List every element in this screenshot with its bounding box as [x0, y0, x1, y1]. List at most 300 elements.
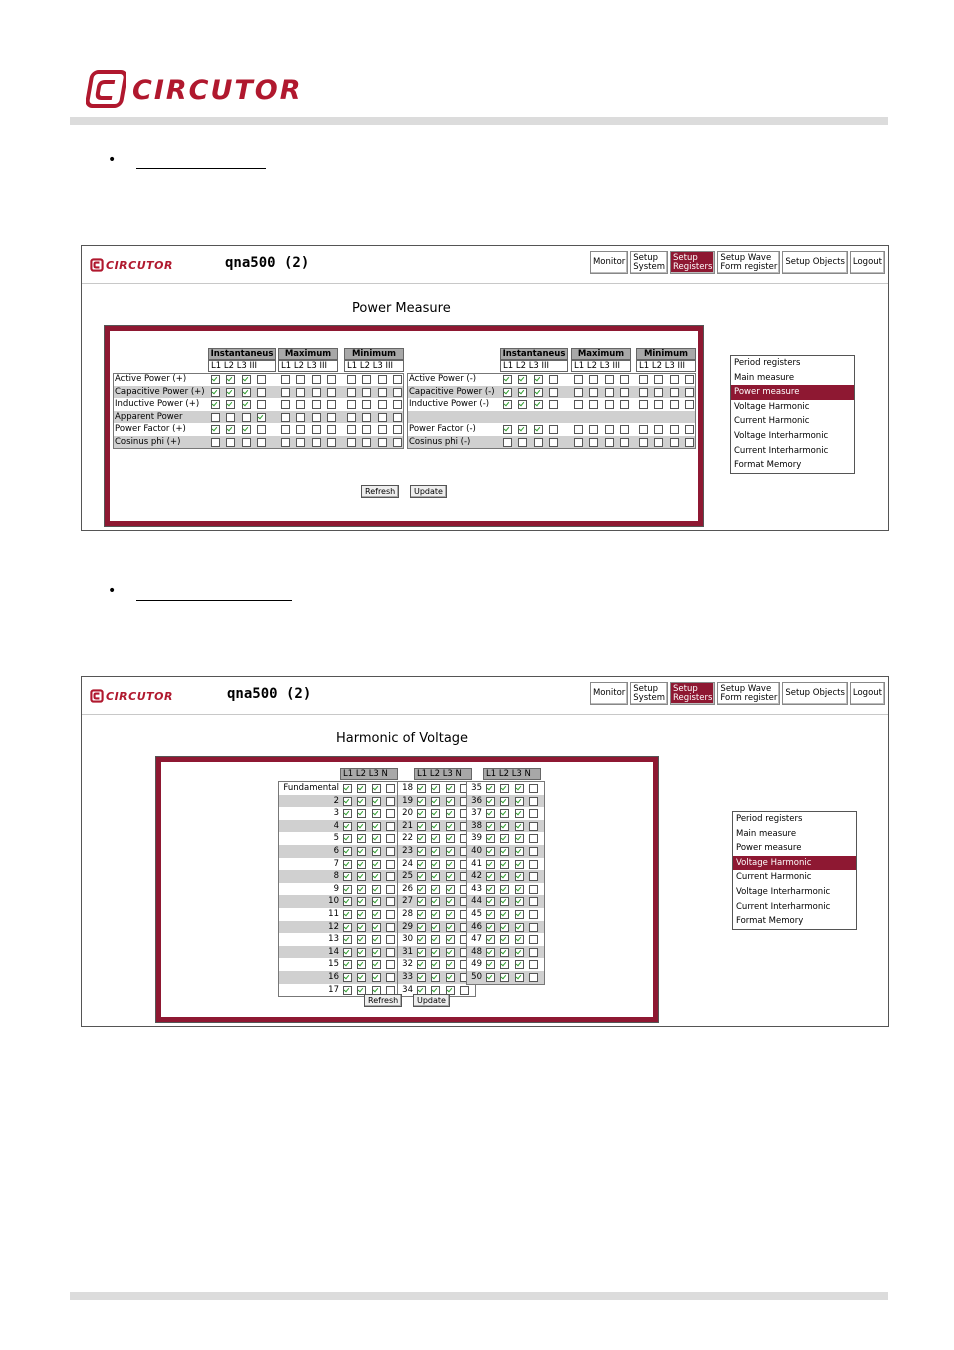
register-checkbox[interactable] [486, 822, 495, 831]
harmonic-order-label: 17 [328, 984, 339, 995]
register-checkbox[interactable] [357, 885, 366, 894]
register-checkbox[interactable] [386, 797, 395, 806]
menu-item[interactable]: Format Memory [736, 916, 804, 927]
register-checkbox[interactable] [417, 809, 426, 818]
harmonic-order-label: 42 [471, 871, 482, 882]
register-checkbox[interactable] [431, 960, 440, 969]
harmonic-row [467, 870, 544, 883]
header-divider [70, 117, 888, 125]
register-checkbox[interactable] [417, 784, 426, 793]
register-checkbox[interactable] [500, 847, 509, 856]
nav-button-1[interactable] [630, 251, 668, 274]
register-checkbox[interactable] [446, 960, 455, 969]
register-checkbox[interactable] [357, 897, 366, 906]
register-checkbox[interactable] [515, 935, 524, 944]
app-logo [90, 258, 173, 272]
register-checkbox[interactable] [486, 872, 495, 881]
register-checkbox[interactable] [431, 860, 440, 869]
register-checkbox[interactable] [500, 809, 509, 818]
register-checkbox[interactable] [500, 973, 509, 982]
nav-label-line2: System [633, 692, 665, 703]
harmonic-row [279, 958, 401, 971]
register-checkbox[interactable] [431, 784, 440, 793]
register-checkbox[interactable] [500, 822, 509, 831]
register-checkbox[interactable] [343, 986, 352, 995]
harmonic-order-label: 32 [402, 959, 413, 970]
register-checkbox[interactable] [357, 872, 366, 881]
register-checkbox[interactable] [486, 935, 495, 944]
harmonic-row [279, 921, 401, 934]
harmonic-order-label: 10 [328, 896, 339, 907]
register-checkbox[interactable] [386, 973, 395, 982]
register-checkbox[interactable] [500, 948, 509, 957]
register-checkbox[interactable] [529, 822, 538, 831]
register-checkbox[interactable] [431, 897, 440, 906]
register-checkbox[interactable] [446, 948, 455, 957]
harmonic-order-label: 28 [402, 909, 413, 919]
harmonic-row [279, 795, 401, 808]
nav-button-0[interactable] [590, 251, 628, 274]
harmonic-row [398, 782, 475, 795]
register-checkbox[interactable] [446, 847, 455, 856]
register-checkbox[interactable] [486, 897, 495, 906]
register-checkbox[interactable] [446, 860, 455, 869]
harmonic-order-label: 44 [471, 896, 482, 907]
register-checkbox[interactable] [529, 809, 538, 818]
register-checkbox[interactable] [446, 784, 455, 793]
register-checkbox[interactable] [343, 847, 352, 856]
harmonic-row [467, 921, 544, 934]
register-checkbox[interactable] [500, 960, 509, 969]
register-checkbox[interactable] [486, 973, 495, 982]
register-checkbox[interactable] [343, 935, 352, 944]
phase-header: L1 L2 L3 N [340, 768, 398, 780]
register-checkbox[interactable] [417, 897, 426, 906]
group-header: Maximum [278, 348, 338, 360]
harmonic-row [398, 845, 475, 858]
register-checkbox[interactable] [357, 797, 366, 806]
register-checkbox[interactable] [357, 973, 366, 982]
brand-name: CIRCUTOR [132, 74, 303, 106]
register-checkbox[interactable] [529, 872, 538, 881]
register-checkbox[interactable] [386, 897, 395, 906]
register-checkbox[interactable] [417, 910, 426, 919]
register-checkbox[interactable] [446, 834, 455, 843]
register-checkbox[interactable] [372, 935, 381, 944]
register-checkbox[interactable] [515, 923, 524, 932]
register-checkbox[interactable] [386, 822, 395, 831]
harmonic-row [467, 858, 544, 871]
register-checkbox[interactable] [357, 948, 366, 957]
register-checkbox[interactable] [500, 935, 509, 944]
register-checkbox[interactable] [357, 860, 366, 869]
register-checkbox[interactable] [515, 797, 524, 806]
phase-header: L1 L2 L3 III [636, 360, 696, 372]
register-checkbox[interactable] [515, 784, 524, 793]
harmonic-order-label: 21 [402, 820, 413, 831]
register-checkbox[interactable] [417, 860, 426, 869]
register-checkbox[interactable] [486, 948, 495, 957]
nav-button-3[interactable] [717, 251, 780, 274]
harmonic-row [467, 782, 544, 795]
register-checkbox[interactable] [515, 910, 524, 919]
menu-item[interactable]: Power measure [736, 843, 802, 854]
register-checkbox[interactable] [417, 847, 426, 856]
register-checkbox[interactable] [500, 872, 509, 881]
register-checkbox[interactable] [500, 910, 509, 919]
register-checkbox[interactable] [431, 809, 440, 818]
refresh-button[interactable]: Refresh [361, 485, 399, 498]
register-checkbox[interactable] [431, 872, 440, 881]
register-checkbox[interactable] [515, 860, 524, 869]
nav-button-3[interactable] [717, 682, 780, 705]
register-checkbox[interactable] [515, 834, 524, 843]
harmonic-order-label: 30 [402, 934, 413, 945]
register-checkbox[interactable] [372, 860, 381, 869]
nav-button-4[interactable] [782, 682, 848, 705]
register-checkbox[interactable] [500, 897, 509, 906]
register-checkbox[interactable] [446, 822, 455, 831]
register-checkbox[interactable] [372, 822, 381, 831]
nav-button-5[interactable] [850, 682, 885, 705]
register-checkbox[interactable] [372, 847, 381, 856]
nav-label-line2: Registers [672, 261, 713, 272]
register-checkbox[interactable] [529, 973, 538, 982]
harmonic-row [398, 883, 475, 896]
harmonic-order-label: 43 [471, 883, 482, 894]
register-checkbox[interactable] [343, 973, 352, 982]
harmonic-row [279, 845, 401, 858]
update-button[interactable]: Update [413, 994, 450, 1007]
register-checkbox[interactable] [431, 885, 440, 894]
harmonic-row [279, 807, 401, 820]
harmonic-order-label: 16 [328, 972, 339, 982]
nav-button-5[interactable] [850, 251, 885, 274]
register-checkbox[interactable] [529, 885, 538, 894]
register-table-border [407, 373, 696, 449]
power-measure-screenshot [81, 245, 889, 531]
register-checkbox[interactable] [372, 897, 381, 906]
harmonic-order-label: 27 [402, 896, 413, 907]
menu-item[interactable]: Current Interharmonic [734, 445, 829, 456]
register-checkbox[interactable] [431, 834, 440, 843]
register-checkbox[interactable] [500, 885, 509, 894]
harmonic-order-label: 36 [471, 795, 482, 806]
register-label: Capacitive Power (-) [409, 386, 495, 397]
register-checkbox[interactable] [431, 923, 440, 932]
nav-button-2[interactable] [670, 682, 715, 705]
register-checkbox[interactable] [372, 809, 381, 818]
harmonic-order-label: 48 [471, 946, 482, 957]
register-checkbox[interactable] [372, 910, 381, 919]
app-header [82, 677, 888, 715]
register-checkbox[interactable] [357, 923, 366, 932]
register-checkbox[interactable] [529, 860, 538, 869]
register-checkbox[interactable] [486, 784, 495, 793]
register-checkbox[interactable] [343, 809, 352, 818]
nav-button-4[interactable] [782, 251, 848, 274]
register-checkbox[interactable] [357, 809, 366, 818]
register-checkbox[interactable] [386, 885, 395, 894]
register-checkbox[interactable] [529, 935, 538, 944]
register-checkbox[interactable] [417, 872, 426, 881]
register-checkbox[interactable] [372, 885, 381, 894]
register-checkbox[interactable] [486, 834, 495, 843]
register-checkbox[interactable] [417, 948, 426, 957]
register-checkbox[interactable] [417, 834, 426, 843]
register-checkbox[interactable] [357, 847, 366, 856]
register-checkbox[interactable] [446, 897, 455, 906]
register-checkbox[interactable] [500, 784, 509, 793]
register-checkbox[interactable] [343, 885, 352, 894]
register-checkbox[interactable] [417, 797, 426, 806]
menu-item[interactable]: Voltage Interharmonic [736, 886, 831, 897]
menu-item[interactable]: Current Harmonic [736, 872, 812, 883]
register-checkbox[interactable] [372, 960, 381, 969]
harmonic-row [279, 870, 401, 883]
harmonic-grid [161, 762, 653, 1017]
bullet-heading-underline [136, 600, 292, 601]
register-checkbox[interactable] [372, 948, 381, 957]
nav-button-0[interactable] [590, 682, 628, 705]
register-checkbox[interactable] [417, 973, 426, 982]
harmonic-order-label: 23 [402, 846, 413, 856]
harmonic-row [398, 795, 475, 808]
register-checkbox[interactable] [343, 897, 352, 906]
register-checkbox[interactable] [417, 960, 426, 969]
register-checkbox[interactable] [515, 847, 524, 856]
nav-button-label [853, 689, 882, 698]
nav-button-label [633, 254, 665, 272]
register-checkbox[interactable] [386, 948, 395, 957]
register-checkbox[interactable] [446, 797, 455, 806]
menu-item[interactable]: Main measure [736, 828, 797, 839]
register-checkbox[interactable] [417, 822, 426, 831]
nav-button-label [673, 685, 712, 703]
harmonic-row [398, 820, 475, 833]
register-checkbox[interactable] [486, 860, 495, 869]
register-checkbox[interactable] [446, 910, 455, 919]
register-checkbox[interactable] [446, 885, 455, 894]
register-checkbox[interactable] [431, 948, 440, 957]
harmonic-column [466, 781, 545, 985]
register-checkbox[interactable] [372, 834, 381, 843]
register-checkbox[interactable] [515, 897, 524, 906]
register-checkbox[interactable] [386, 834, 395, 843]
register-checkbox[interactable] [460, 986, 469, 995]
register-checkbox[interactable] [343, 872, 352, 881]
harmonic-column [278, 781, 402, 997]
register-checkbox[interactable] [417, 885, 426, 894]
register-checkbox[interactable] [515, 872, 524, 881]
register-checkbox[interactable] [529, 948, 538, 957]
nav-button-label [673, 254, 712, 272]
harmonic-row [279, 933, 401, 946]
harmonic-row [398, 858, 475, 871]
harmonic-row [467, 971, 544, 984]
phase-header: L1 L2 L3 III [208, 360, 276, 372]
nav-button-label [720, 254, 777, 272]
nav-button-2[interactable] [670, 251, 715, 274]
register-checkbox[interactable] [486, 797, 495, 806]
register-checkbox[interactable] [446, 973, 455, 982]
register-checkbox[interactable] [357, 834, 366, 843]
register-checkbox[interactable] [529, 897, 538, 906]
register-checkbox[interactable] [386, 809, 395, 818]
register-checkbox[interactable] [343, 822, 352, 831]
register-checkbox[interactable] [529, 834, 538, 843]
register-checkbox[interactable] [372, 797, 381, 806]
registers-panel [156, 757, 658, 1022]
register-checkbox[interactable] [357, 910, 366, 919]
register-checkbox[interactable] [431, 935, 440, 944]
register-checkbox[interactable] [529, 910, 538, 919]
menu-item[interactable]: Current Interharmonic [736, 901, 831, 912]
register-checkbox[interactable] [529, 923, 538, 932]
register-checkbox[interactable] [343, 834, 352, 843]
register-checkbox[interactable] [372, 923, 381, 932]
menu-item[interactable]: Main measure [734, 372, 795, 383]
register-checkbox[interactable] [372, 973, 381, 982]
group-header: Instantaneus [500, 348, 568, 360]
register-checkbox[interactable] [417, 923, 426, 932]
register-checkbox[interactable] [446, 935, 455, 944]
menu-item[interactable]: Period registers [734, 358, 801, 368]
register-checkbox[interactable] [343, 784, 352, 793]
register-checkbox[interactable] [529, 797, 538, 806]
harmonic-order-label: 19 [402, 795, 413, 806]
page-title: Power Measure [352, 301, 451, 316]
harmonic-row [279, 883, 401, 896]
harmonic-order-label: 50 [471, 972, 482, 982]
register-checkbox[interactable] [500, 923, 509, 932]
menu-item[interactable]: Period registers [736, 814, 803, 824]
register-checkbox[interactable] [446, 872, 455, 881]
register-checkbox[interactable] [486, 885, 495, 894]
register-checkbox[interactable] [500, 797, 509, 806]
register-checkbox[interactable] [343, 910, 352, 919]
harmonic-order-label: 37 [471, 808, 482, 819]
register-checkbox[interactable] [386, 872, 395, 881]
register-checkbox[interactable] [431, 822, 440, 831]
register-checkbox[interactable] [446, 809, 455, 818]
harmonic-order-label: 25 [402, 871, 413, 882]
update-button[interactable]: Update [410, 485, 447, 498]
nav-button-1[interactable] [630, 682, 668, 705]
menu-item[interactable]: Voltage Harmonic [734, 401, 810, 412]
register-checkbox[interactable] [386, 960, 395, 969]
register-checkbox[interactable] [343, 797, 352, 806]
nav-label-line1: Setup [633, 683, 659, 694]
harmonic-order-label: 29 [402, 921, 413, 932]
register-checkbox[interactable] [486, 847, 495, 856]
register-checkbox[interactable] [446, 923, 455, 932]
harmonic-order-label: 49 [471, 959, 482, 970]
register-checkbox[interactable] [431, 797, 440, 806]
nav-label-line1: Logout [852, 688, 882, 698]
register-checkbox[interactable] [515, 809, 524, 818]
register-checkbox[interactable] [431, 847, 440, 856]
nav-label-line2: Registers [672, 692, 713, 703]
harmonic-order-label: 9 [333, 883, 339, 894]
menu-item[interactable]: Voltage Harmonic [733, 856, 856, 871]
register-checkbox[interactable] [529, 784, 538, 793]
nav-button-label [785, 258, 845, 267]
register-checkbox[interactable] [486, 923, 495, 932]
register-checkbox[interactable] [500, 860, 509, 869]
register-checkbox[interactable] [343, 948, 352, 957]
app-logo [90, 689, 173, 703]
circutor-logo-icon [90, 689, 104, 703]
register-checkbox[interactable] [386, 860, 395, 869]
bullet-dot: • [108, 583, 117, 599]
menu-item[interactable]: Format Memory [734, 460, 802, 471]
harmonic-order-label: 31 [402, 946, 413, 957]
register-checkbox[interactable] [431, 910, 440, 919]
register-checkbox[interactable] [486, 960, 495, 969]
harmonic-order-label: 13 [328, 934, 339, 945]
register-checkbox[interactable] [515, 960, 524, 969]
register-checkbox[interactable] [515, 973, 524, 982]
bullet-dot: • [108, 152, 117, 168]
register-checkbox[interactable] [417, 935, 426, 944]
register-checkbox[interactable] [486, 910, 495, 919]
register-checkbox[interactable] [357, 960, 366, 969]
power-measure-grid [110, 331, 698, 521]
register-checkbox[interactable] [372, 872, 381, 881]
harmonic-row [467, 883, 544, 896]
register-checkbox[interactable] [486, 809, 495, 818]
harmonic-order-label: 47 [471, 934, 482, 945]
register-checkbox[interactable] [386, 784, 395, 793]
register-checkbox[interactable] [357, 935, 366, 944]
register-checkbox[interactable] [372, 784, 381, 793]
harmonic-row [467, 895, 544, 908]
register-checkbox[interactable] [386, 935, 395, 944]
register-checkbox[interactable] [343, 960, 352, 969]
register-checkbox[interactable] [343, 860, 352, 869]
register-checkbox[interactable] [386, 847, 395, 856]
refresh-button[interactable]: Refresh [364, 994, 402, 1007]
menu-item[interactable]: Power measure [731, 385, 854, 400]
nav-button-label [785, 689, 845, 698]
register-checkbox[interactable] [357, 822, 366, 831]
register-checkbox[interactable] [386, 910, 395, 919]
register-checkbox[interactable] [515, 885, 524, 894]
harmonic-row [467, 946, 544, 959]
nav-label-line2: Form register [720, 692, 778, 703]
register-type-menu [732, 811, 857, 930]
group-header: Minimum [636, 348, 696, 360]
register-checkbox[interactable] [515, 948, 524, 957]
harmonic-order-label: 22 [402, 833, 413, 844]
menu-item[interactable]: Current Harmonic [734, 416, 810, 427]
harmonic-order-label: 20 [402, 808, 413, 819]
register-checkbox[interactable] [500, 834, 509, 843]
register-label: Power Factor (+) [115, 424, 186, 435]
menu-item[interactable]: Voltage Interharmonic [734, 430, 829, 441]
register-checkbox[interactable] [515, 822, 524, 831]
register-checkbox[interactable] [386, 923, 395, 932]
register-checkbox[interactable] [357, 784, 366, 793]
register-checkbox[interactable] [529, 960, 538, 969]
register-checkbox[interactable] [343, 923, 352, 932]
harmonic-row [398, 832, 475, 845]
register-checkbox[interactable] [431, 973, 440, 982]
register-checkbox[interactable] [529, 847, 538, 856]
main-nav [590, 682, 885, 705]
nav-button-label [633, 685, 665, 703]
